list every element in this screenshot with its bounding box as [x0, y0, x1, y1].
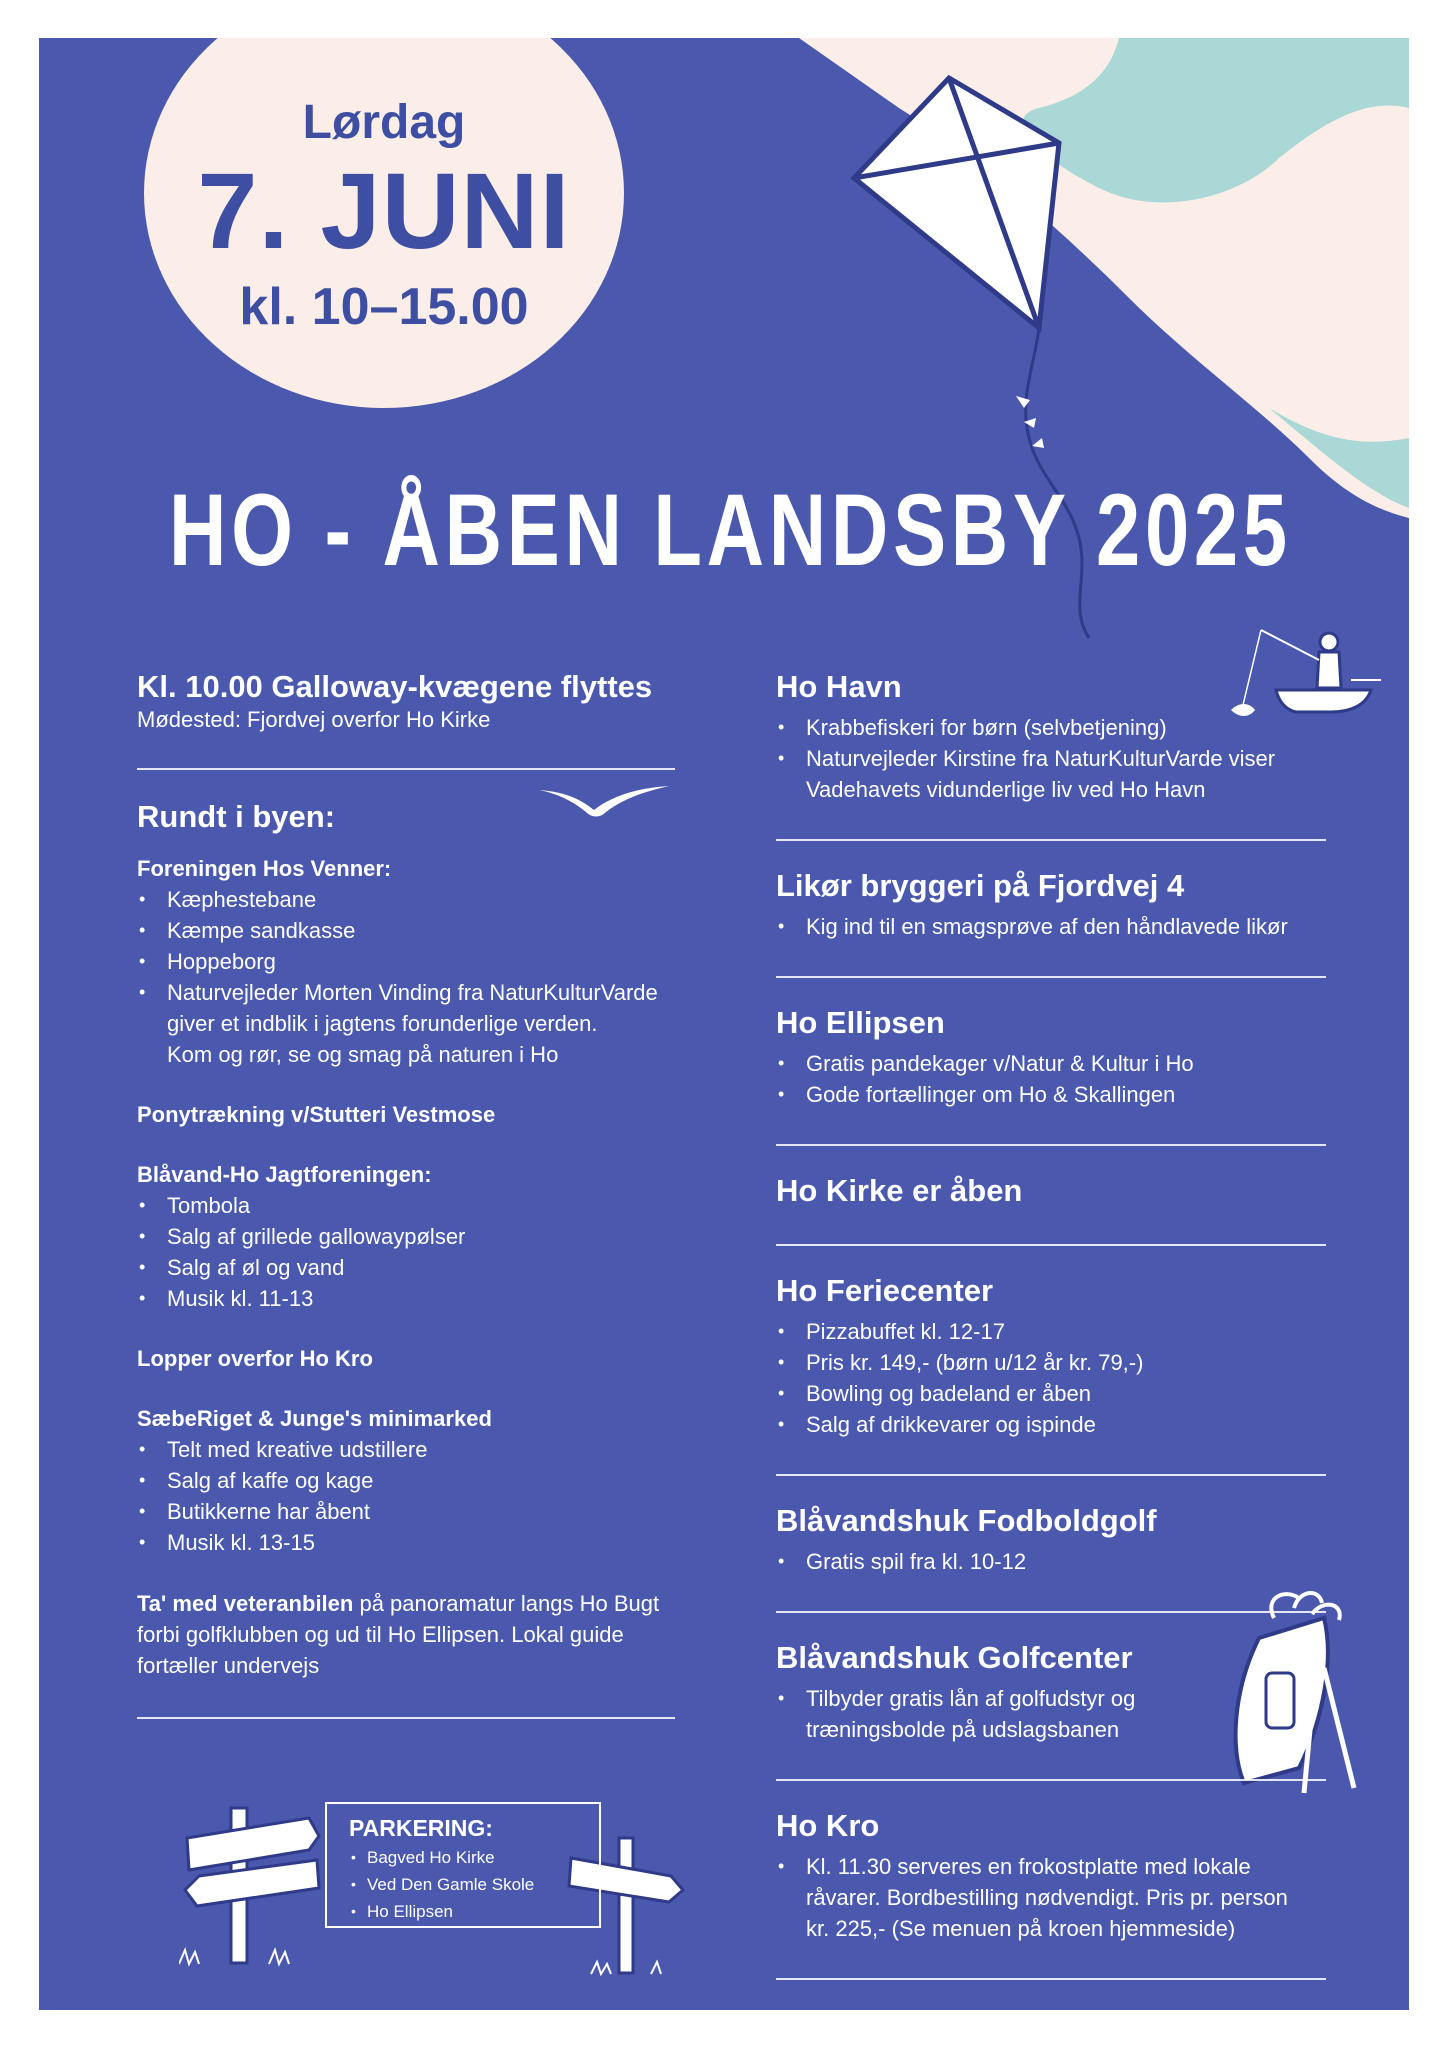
- fodbold-title: Blåvandshuk Fodboldgolf: [776, 1503, 1157, 1538]
- pony-head: Ponytrækning v/Stutteri Vestmose: [137, 1102, 496, 1127]
- divider: [776, 1144, 1326, 1146]
- parking-title: PARKERING:: [349, 1815, 493, 1841]
- galloway-sub: Mødested: Fjordvej overfor Ho Kirke: [137, 707, 491, 732]
- havn-title: Ho Havn: [776, 669, 902, 704]
- divider: [776, 1611, 1326, 1613]
- list-item: • Bowling og badeland er åben: [776, 1378, 1366, 1409]
- list-item: • Salg af kaffe og kage: [137, 1465, 675, 1496]
- list-item: • Bagved Ho Kirke: [349, 1844, 599, 1871]
- list-item: • Musik kl. 11-13: [137, 1283, 675, 1314]
- list-item: • Ved Den Gamle Skole: [349, 1871, 599, 1898]
- parking-box: [325, 1802, 601, 1928]
- divider: [776, 1244, 1326, 1246]
- golf-list: [776, 1683, 1176, 1745]
- date-block: [144, 93, 624, 339]
- date-day: Lørdag: [302, 96, 466, 149]
- divider: [776, 1474, 1326, 1476]
- divider: [137, 768, 675, 770]
- golf-title: Blåvandshuk Golfcenter: [776, 1640, 1133, 1675]
- date-main: 7. JUNI: [197, 150, 571, 271]
- list-item: • Tilbyder gratis lån af golfudstyr og træningsbolde på udslagsbanen: [776, 1683, 1176, 1745]
- jagt-head: Blåvand-Ho Jagtforeningen:: [137, 1162, 432, 1187]
- list-item: • Salg af øl og vand: [137, 1252, 675, 1283]
- rundt-title: Rundt i byen:: [137, 799, 336, 834]
- divider: [776, 1978, 1326, 1980]
- likor-title: Likør bryggeri på Fjordvej 4: [776, 868, 1185, 903]
- list-item: • Kæmpe sandkasse: [137, 915, 675, 946]
- venner-list: [137, 884, 675, 1039]
- list-item: • Gode fortællinger om Ho & Skallingen: [776, 1079, 1366, 1110]
- veteran-rest: på panoramatur langs Ho Bugt forbi golfklubben og ud til Ho Ellipsen. Lokal guide fortæller undervejs: [137, 1591, 660, 1678]
- parking-list: [349, 1844, 599, 1925]
- list-item: • Salg af grillede gallowaypølser: [137, 1221, 675, 1252]
- feriecenter-list: [776, 1316, 1366, 1440]
- kro-list: [776, 1851, 1316, 1944]
- veteran-bold: Ta' med veteranbilen: [137, 1591, 354, 1616]
- list-item: • Telt med kreative udstillere: [137, 1434, 675, 1465]
- galloway-title: Kl. 10.00 Galloway-kvægene flyttes: [137, 669, 653, 704]
- list-item: • Kl. 11.30 serveres en frokostplatte med lokale råvarer. Bordbestilling nødvendigt. Pris pr. person kr. 225,- (Se menuen på kroen hjemmeside): [776, 1851, 1316, 1944]
- divider: [776, 976, 1326, 978]
- list-item: • Salg af drikkevarer og ispinde: [776, 1409, 1366, 1440]
- list-item: • Kig ind til en smagsprøve af den håndlavede likør: [776, 911, 1366, 942]
- date-time: kl. 10–15.00: [239, 278, 529, 336]
- list-item: • Ho Ellipsen: [349, 1898, 599, 1925]
- venner-head: Foreningen Hos Venner:: [137, 856, 392, 881]
- kro-title: Ho Kro: [776, 1808, 880, 1843]
- list-item: • Tombola: [137, 1190, 675, 1221]
- jagt-list: [137, 1190, 675, 1314]
- lopper-head: Lopper overfor Ho Kro: [137, 1346, 373, 1371]
- fodbold-list: [776, 1546, 1366, 1577]
- poster: [39, 38, 1409, 2010]
- list-item: • Butikkerne har åbent: [137, 1496, 675, 1527]
- divider: [137, 1717, 675, 1719]
- list-item: • Naturvejleder Morten Vinding fra NaturKulturVarde giver et indblik i jagtens forunderlige verden.: [137, 977, 675, 1039]
- list-item: • Gratis pandekager v/Natur & Kultur i Ho: [776, 1048, 1366, 1079]
- saebe-head: SæbeRiget & Junge's minimarked: [137, 1406, 492, 1431]
- feriecenter-title: Ho Feriecenter: [776, 1273, 994, 1308]
- seagull-icon: [534, 780, 674, 830]
- veteran-text: [137, 1588, 675, 1681]
- list-item: • Krabbefiskeri for børn (selvbetjening): [776, 712, 1366, 743]
- ellipsen-title: Ho Ellipsen: [776, 1005, 945, 1040]
- list-item: • Hoppeborg: [137, 946, 675, 977]
- kirke-title: Ho Kirke er åben: [776, 1173, 1023, 1208]
- list-item: • Naturvejleder Kirstine fra NaturKulturVarde viser Vadehavets vidunderlige liv ved Ho Havn: [776, 743, 1366, 805]
- likor-list: [776, 911, 1366, 942]
- havn-list: [776, 712, 1366, 805]
- venner-extra: Kom og rør, se og smag på naturen i Ho: [167, 1042, 559, 1067]
- list-item: • Musik kl. 13-15: [137, 1527, 675, 1558]
- poster-title: HO - ÅBEN LANDSBY 2025: [169, 473, 1292, 587]
- list-item: • Kæphestebane: [137, 884, 675, 915]
- list-item: • Pris kr. 149,- (børn u/12 år kr. 79,-): [776, 1347, 1366, 1378]
- saebe-list: [137, 1434, 675, 1558]
- divider: [776, 839, 1326, 841]
- right-column: [776, 668, 1366, 1980]
- list-item: • Pizzabuffet kl. 12-17: [776, 1316, 1366, 1347]
- divider: [776, 1779, 1326, 1781]
- ellipsen-list: [776, 1048, 1366, 1110]
- signpost-icon: [179, 1788, 329, 1968]
- list-item: • Gratis spil fra kl. 10-12: [776, 1546, 1366, 1577]
